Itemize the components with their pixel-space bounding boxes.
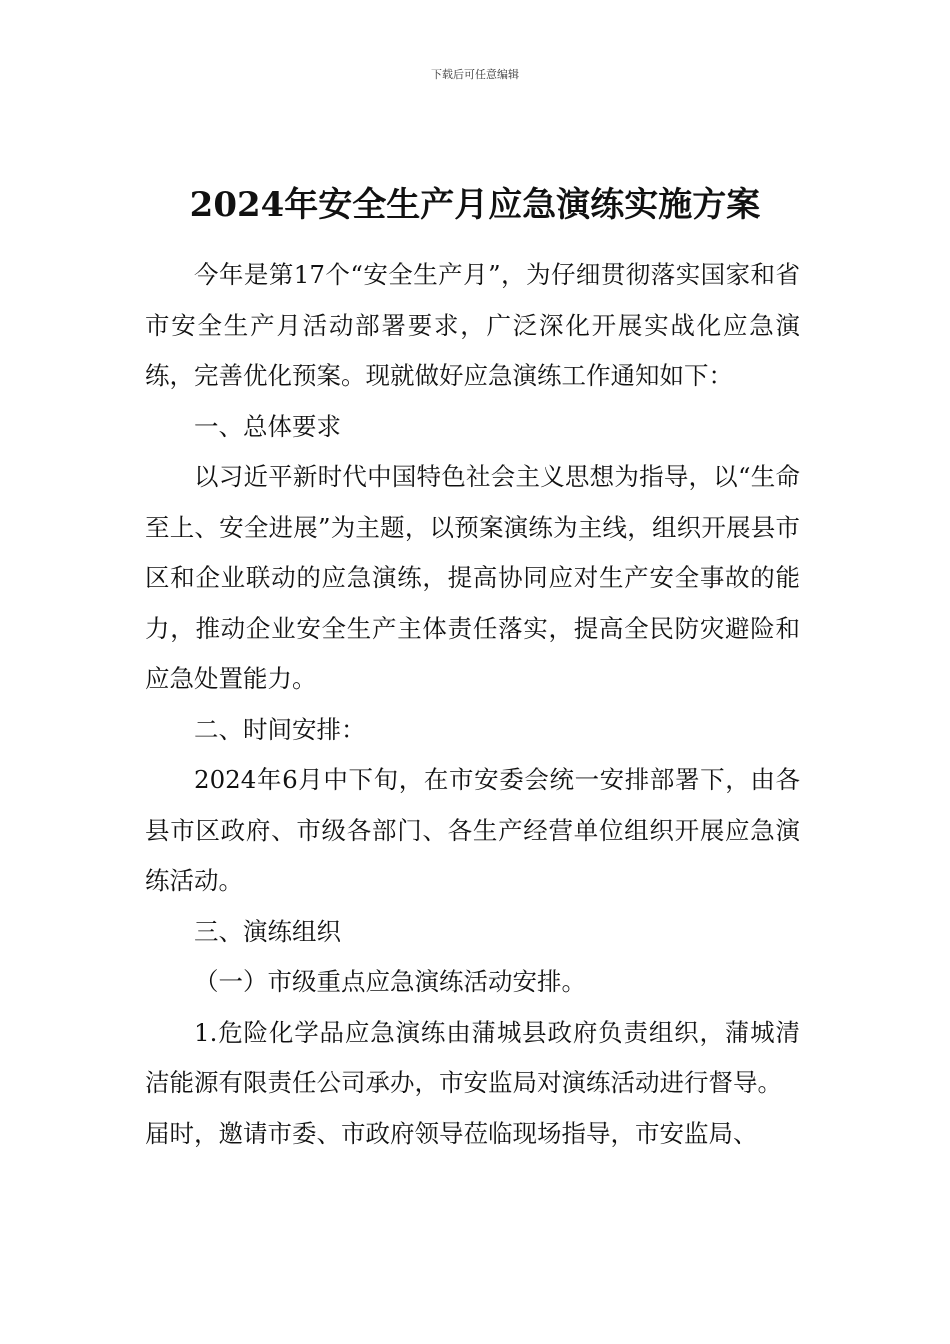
- header-note: 下载后可任意编辑: [431, 68, 519, 81]
- section-1-paragraph: 以习近平新时代中国特色社会主义思想为指导，以“生命至上、安全进展”为主题，以预案演练为主线，组织开展县市区和企业联动的应急演练，提高协同应对生产安全事故的能力，推动企业安全生产主体责任落实，提高全民防灾避险和应急处置能力。: [145, 462, 800, 693]
- intro-paragraph: 今年是第17个“安全生产月”，为仔细贯彻落实国家和省市安全生产月活动部署要求，广泛深化开展实战化应急演练，完善优化预案。现就做好应急演练工作通知如下：: [145, 260, 800, 390]
- document-body: [145, 250, 800, 1159]
- section-heading-1: 一、总体要求: [194, 411, 341, 441]
- section-2-paragraph: 2024年6月中下旬，在市安委会统一安排部署下，由各县市区政府、市级各部门、各生产经营单位组织开展应急演练活动。: [145, 765, 800, 895]
- continuation-paragraph: 届时，邀请市委、市政府领导莅临现场指导，市安监局、: [145, 1118, 758, 1148]
- section-heading-3: 三、演练组织: [194, 916, 341, 946]
- item-1-paragraph: 1.危险化学品应急演练由蒲城县政府负责组织，蒲城清洁能源有限责任公司承办，市安监局对演练活动进行督导。: [145, 1017, 800, 1097]
- document-title: 2024年安全生产月应急演练实施方案: [189, 185, 761, 225]
- section-heading-2: 二、时间安排：: [194, 714, 366, 744]
- subsection-heading-1: （一）市级重点应急演练活动安排。: [194, 967, 586, 996]
